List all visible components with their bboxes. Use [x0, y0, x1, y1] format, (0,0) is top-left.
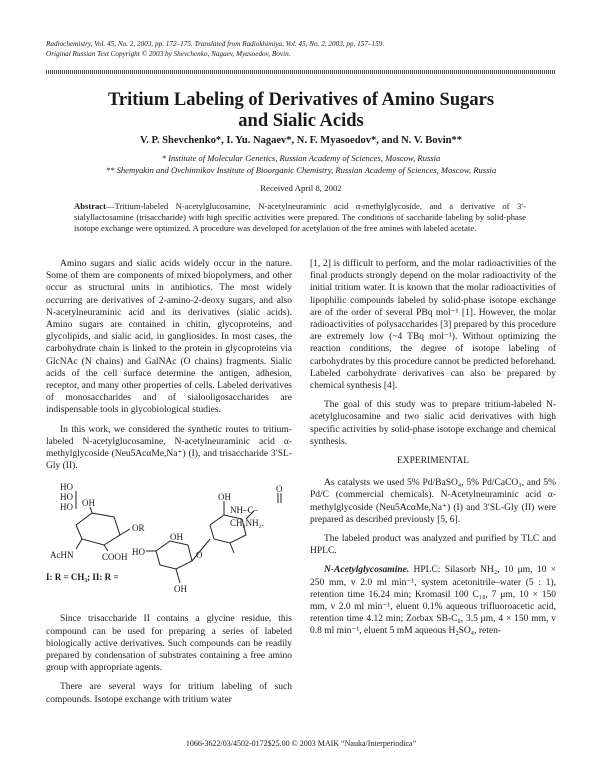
title-line-1: Tritium Labeling of Derivatives of Amino Sugars	[107, 90, 495, 110]
bond-achn	[76, 539, 82, 549]
affiliation-1: * Institute of Molecular Genetics, Russian Academy of Sciences, Moscow, Russia	[161, 153, 441, 163]
bond-or	[120, 529, 130, 535]
label-oh-lac: OH	[170, 532, 183, 543]
right-column	[310, 258, 556, 645]
article-title	[46, 90, 556, 132]
author-list: V. P. Shevchenko*, I. Yu. Nagaev*, N. F. Myasoedov*, and N. V. Bovin**	[140, 135, 462, 146]
label-cooh: COOH	[102, 552, 128, 563]
page-footer: 1066-3622/03/4502-0172$25.00 © 2003 MAIK “Nauka/Interperiodica”	[185, 739, 417, 748]
title-line-2: and Sialic Acids	[238, 111, 364, 131]
experimental-paragraph-2: The labeled product was analyzed and purified by TLC and HPLC.	[310, 534, 556, 557]
intro-paragraph-3: Since trisaccharide II contains a glycine residue, this compound can be used for preparing a series of labeled biologically active derivatives. Such compounds can be readily prepared by condensation of substrates containing a free amino group with appropriate agents.	[46, 614, 292, 674]
experimental-paragraph-3	[310, 564, 556, 637]
label-ho-2: HO	[60, 492, 73, 503]
label-oh-c6: OH	[218, 492, 231, 503]
label-carbonyl-o: O	[276, 484, 283, 495]
label-ring-o: O	[196, 550, 203, 561]
chemical-structure	[46, 479, 292, 605]
structure-legend: I: R = CH₃; II: R =	[46, 572, 119, 583]
label-ho-3: HO	[60, 502, 73, 513]
intro-paragraph-2: In this work, we considered the synthetic routes to tritium-labeled N-acetylglucosamine, N-acetylneuraminic acid α-methylglycoside (Neu5AcαMe,Na⁺) (I), and trisaccharide 3′SL-Gly (II).	[46, 424, 292, 472]
label-achn: AcHN	[50, 550, 74, 561]
abstract-text: —Tritium-labeled N-acetylglucosamine, N-acetylneuraminic acid α-methylglycoside, and a derivative of 3′-sialyllactosamine (trisaccharide) with high specific activities were prepared. The conditions of saccharide labeling by solid-phase isotope exchange were optimized. A procedure was developed for acetylation of the free amines with labeled acetate.	[74, 201, 526, 233]
label-ho-mid: HO	[132, 547, 145, 558]
label-oh-top: OH	[82, 498, 95, 509]
label-ho-1: HO	[60, 482, 73, 493]
experimental-heading: EXPERIMENTAL	[396, 456, 470, 467]
hplc-details: HPLC: Silasorb NH₂, 10 μm, 10 × 250 mm, v 2.0 ml min⁻¹, system acetonitrile–water (5 : 1), retention time 16.24 min; Kromasil 100 C₁₈, 7 μm, 10 × 150 mm, v 2.0 ml min⁻¹, eluent 0.1% aqueous trifluoroacetic acid, retention time 4.12 min; Zorbax SB-C₈, 3.5 μm, 4 × 150 mm, v 0.8 ml min⁻¹, eluent 5 mM aqueous H₂SO₄, reten-	[310, 565, 556, 637]
galactose-ring	[156, 541, 192, 569]
left-column	[46, 258, 292, 713]
bond-oh-bottom	[176, 569, 180, 583]
bond-oh-glc	[230, 543, 234, 553]
header-rule	[46, 70, 556, 74]
body-paragraph-1: [1, 2] is difficult to perform, and the molar radioactivities of the final products strongly depend on the molar radioactivity of the initial tritium water. It is known that the molar radioactivities of lipophilic compounds labeled by solid-phase isotope exchange are of the order of several PBq mol⁻¹ [1]. However, the molar radioactivities of polysaccharides [3] prepared by this procedure are extremely low (~4 TBq mol⁻¹). Without optimizing the reaction conditions, the degree of isotope labeling of carbohydrates by this procedure cannot be predicted beforehand. Labeled carbohydrate derivatives can also be prepared by chemical synthesis [4].	[310, 259, 556, 392]
label-or: OR	[132, 523, 145, 534]
abstract-label: Abstract	[74, 201, 106, 211]
label-glycine-chain: NH–C–CH₂NH₂.	[230, 505, 265, 528]
compound-name: N-Acetylglycosamine.	[324, 565, 410, 576]
intro-paragraph-4: There are several ways for tritium labeling of such compounds. Isotope exchange with tritium water	[46, 682, 292, 705]
affiliation-2: ** Shemyakin and Ovchinnikov Institute of Bioorganic Chemistry, Russian Academy of Sciences, Moscow, Russia	[105, 165, 497, 175]
journal-citation: Radiochemistry, Vol. 45, No. 2, 2003, pp. 172–175. Translated from Radiokhimiya, Vol. 45, No. 2, 2003, pp. 157–159.	[46, 40, 385, 48]
sialic-ring	[76, 513, 120, 545]
intro-paragraph-1: Amino sugars and sialic acids widely occur in the nature. Some of them are components of mixed biopolymers, and other occur as structural units in antibiotics. The most widely occurring are derivatives of 2-amino-2-deoxy sugars, and also N-acetylneuraminic acid and its derivatives (sialic acids). Amino sugars are contained in chitin, glycoproteins, and glycolipids, and sialic acid, in gangliosides. In most cases, the carbohydrate chain is linked to the protein in glycoproteins via GlcNAc (N chains) and GalNAc (O chains) fragments. Sialic acids of the cell surface determine the antigen, adhesion, receptor, and many other properties of cells. Labeled derivatives of monosaccharides and of sialooligosaccharides are indispensable tools in glycobiological studies.	[46, 259, 292, 416]
received-date: Received April 8, 2002	[260, 183, 342, 193]
experimental-paragraph-1: As catalysts we used 5% Pd/BaSO₄, 5% Pd/CaCO₃, and 5% Pd/C (commercial chemicals). N-Acetylneuraminic acid α-methylglycoside (Neu5AcαMe,Na⁺) (I) and 3′SL-Gly (II) were prepared as described previously [5, 6].	[310, 478, 556, 525]
copyright-line: Original Russian Text Copyright © 2003 by Shevchenko, Nagaev, Myasoedov, Bovin.	[46, 50, 291, 58]
label-oh-bottom: OH	[174, 584, 187, 595]
abstract	[74, 201, 526, 234]
body-paragraph-2: The goal of this study was to prepare tritium-labeled N-acetylglucosamine and two sialic acid derivatives with high specific activities by solid-phase isotope exchange and chemical synthesis.	[310, 400, 556, 447]
